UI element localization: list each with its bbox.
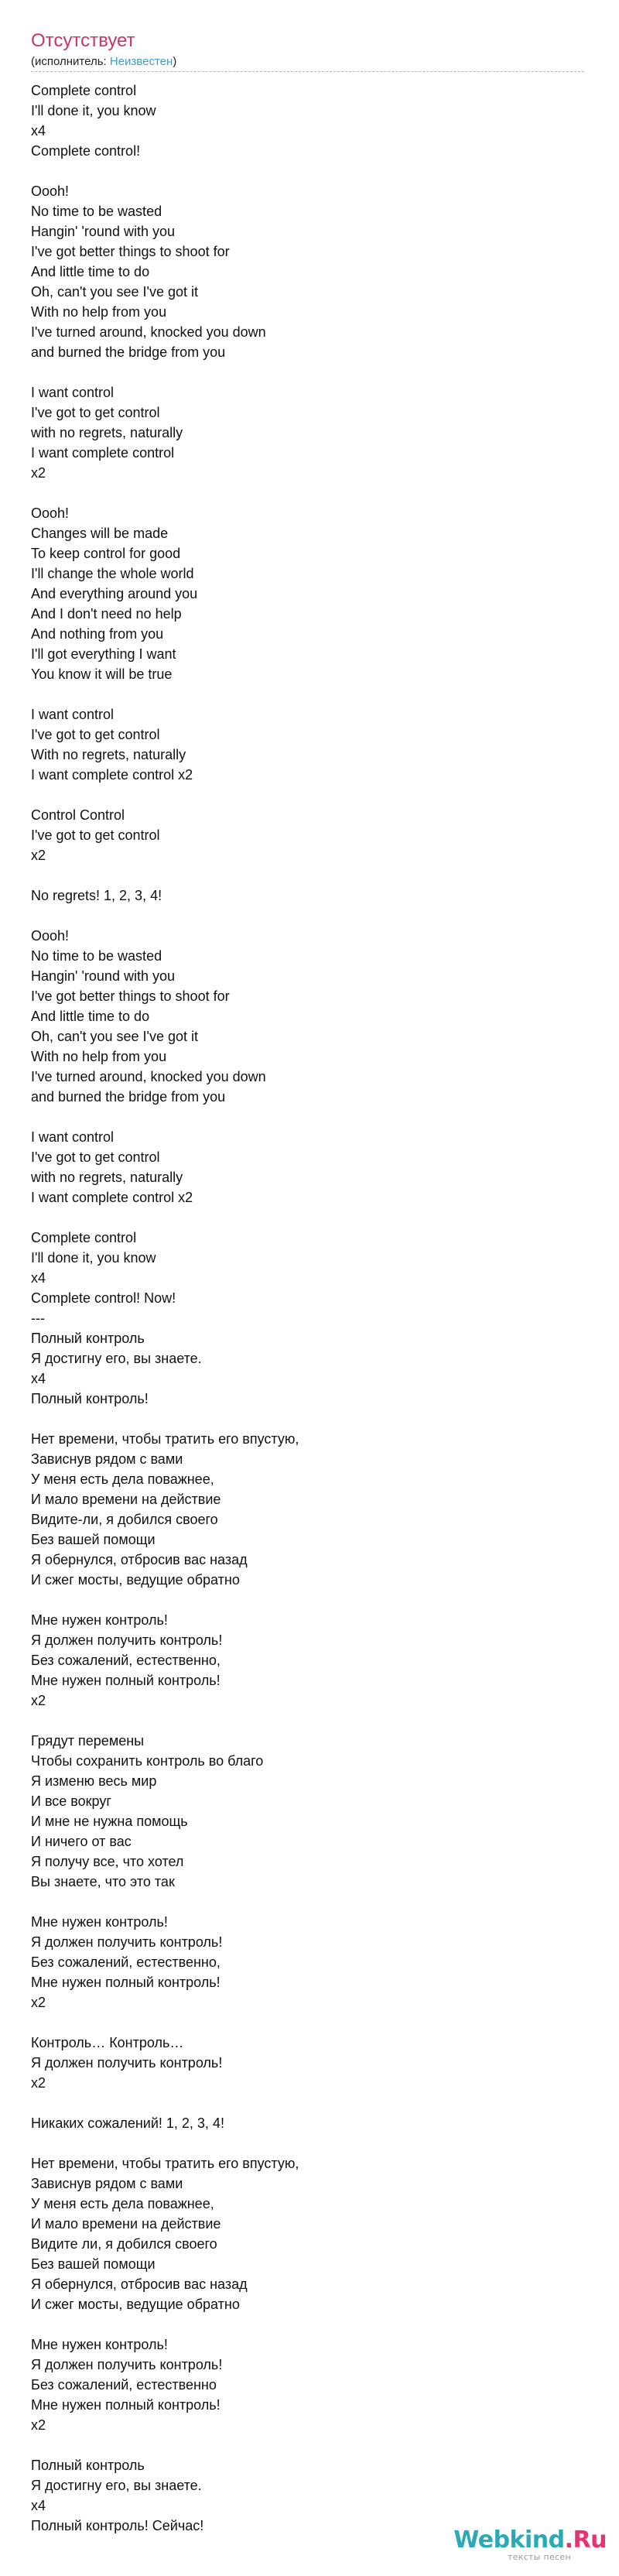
performer-prefix: (исполнитель: [31, 55, 110, 68]
song-title: Отсутствует [31, 30, 135, 51]
lyrics-text: Complete control I'll done it, you know x4 Complete control! Oooh! No time to be wasted Hangin' 'round with you I've got better things to shoot for And little time to do Oh, can't you see I've got it With no help from you I've turned around, knocked you down and burned the bridge from you I want control I've got to get control with no regrets, naturally I want complete control x2 Oooh! Changes will be made To keep control for good I'll change the whole world And everything around you And I don't need no help And nothing from you I'll got everything I want You know it will be true I want control I've got to get control With no regrets, naturally I want complete control x2 Control Control I've got to get control x2 No regrets! 1, 2, 3, 4! Oooh! No time to be wasted Hangin' 'round with you I've got better things to shoot for And little time to do Oh, can't you see I've got it With no help from you I've turned around, knocked you down and burned the bridge from you I want control I've got to get control with no regrets, naturally I want complete control x2 Complete control I'll done it, you know x4 Complete control! Now! --- Полный контроль Я достигну его, вы знаете. x4 Полный контроль! Нет времени, чтобы тратить его впустую, Зависнув рядом с вами У меня есть дела поважнее, И мало времени на действие Видите-ли, я добился своего Без вашей помощи Я обернулся, отбросив вас назад И сжег мосты, ведущие обратно Мне нужен контроль! Я должен получить контроль! Без сожалений, естественно, Мне нужен полный контроль! x2 Грядут перемены Чтобы сохранить контроль во благо Я изменю весь мир И все вокруг И мне не нужна помощь И ничего от вас Я получу все, что хотел Вы знаете, что это так Мне нужен контроль! Я должен получить контроль! Без сожалений, естественно, Мне нужен полный контроль! x2 Контроль… Контроль… Я должен получить контроль! x2 Никаких сожалений! 1, 2, 3, 4! Нет времени, чтобы тратить его впустую, Зависнув рядом с вами У меня есть дела поважнее, И мало времени на действие Видите ли, я добился своего Без вашей помощи Я обернулся, отбросив вас назад И сжег мосты, ведущие обратно Мне нужен контроль! Я должен получить контроль! Без сожалений, естественно Мне нужен полный контроль! x2 Полный контроль Я достигну его, вы знаете. x4 Полный контроль! Сейчас! [31, 83, 299, 2533]
performer-line [31, 54, 176, 70]
header-divider [31, 71, 584, 72]
logo-part-webkind: Webkind [453, 2526, 565, 2554]
logo-part-ru: .Ru [564, 2526, 607, 2554]
logo-wordmark [453, 2527, 607, 2554]
performer-link[interactable]: Неизвестен [109, 55, 173, 68]
performer-suffix: ) [173, 55, 177, 68]
site-logo[interactable] [453, 2527, 607, 2562]
logo-subtitle: тексты песен [507, 2552, 571, 2562]
